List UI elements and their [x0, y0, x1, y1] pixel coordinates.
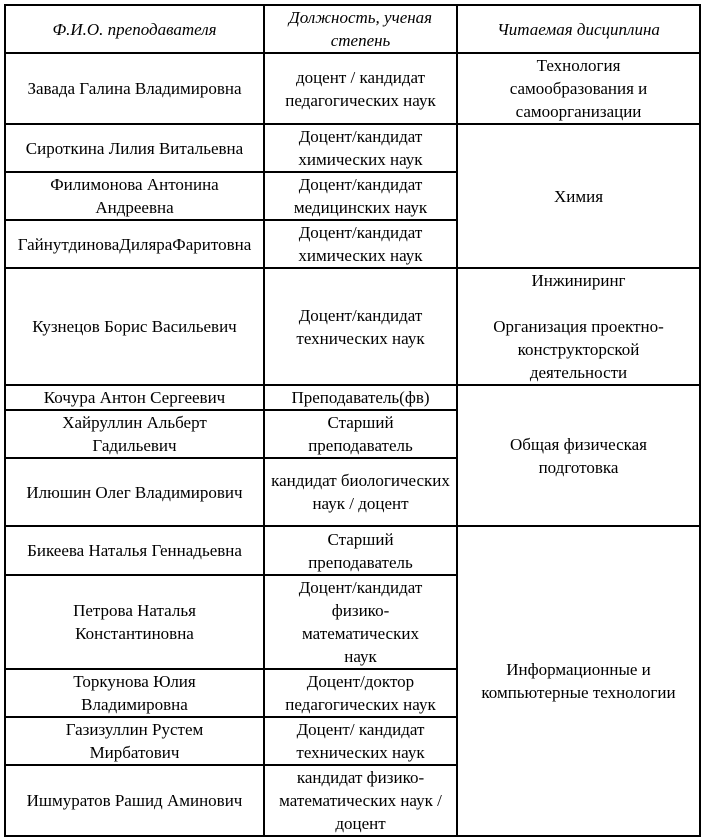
teacher-name: Кочура Антон Сергеевич	[5, 385, 264, 410]
teacher-name: Сироткина Лилия Витальевна	[5, 124, 264, 172]
staff-table	[4, 4, 701, 837]
teacher-position: кандидат физико-математических наук / доцент	[264, 765, 457, 836]
table-row	[5, 385, 700, 410]
discipline: Общая физическая подготовка	[457, 385, 700, 526]
table-row	[5, 124, 700, 172]
table-row	[5, 53, 700, 124]
teacher-position: доцент / кандидат педагогических наук	[264, 53, 457, 124]
discipline: Инжиниринг Организация проектно-конструкторской деятельности	[457, 268, 700, 385]
teacher-position: Преподаватель(фв)	[264, 385, 457, 410]
header-row	[5, 5, 700, 53]
discipline: Информационные и компьютерные технологии	[457, 526, 700, 836]
header-discipline: Читаемая дисциплина	[457, 5, 700, 53]
teacher-position: Доцент/кандидат медицинских наук	[264, 172, 457, 220]
teacher-position: Доцент/кандидат химических наук	[264, 124, 457, 172]
teacher-name: Ишмуратов Рашид Аминович	[5, 765, 264, 836]
teacher-name: Филимонова Антонина Андреевна	[5, 172, 264, 220]
teacher-name: Бикеева Наталья Геннадьевна	[5, 526, 264, 575]
teacher-name: ГайнутдиноваДиляраФаритовна	[5, 220, 264, 268]
teacher-name: Хайруллин Альберт Гадильевич	[5, 410, 264, 458]
teacher-position: Доцент/кандидат химических наук	[264, 220, 457, 268]
teacher-position: Доцент/кандидат физико-математических наук	[264, 575, 457, 669]
teacher-position: кандидат биологических наук / доцент	[264, 458, 457, 526]
teacher-name: Петрова Наталья Константиновна	[5, 575, 264, 669]
teacher-name: Газизуллин Рустем Мирбатович	[5, 717, 264, 765]
teacher-position: Доцент/доктор педагогических наук	[264, 669, 457, 717]
teacher-name: Кузнецов Борис Васильевич	[5, 268, 264, 385]
header-position: Должность, ученая степень	[264, 5, 457, 53]
teacher-position: Доцент/кандидат технических наук	[264, 268, 457, 385]
header-name: Ф.И.О. преподавателя	[5, 5, 264, 53]
teacher-name: Завада Галина Владимировна	[5, 53, 264, 124]
teacher-name: Торкунова Юлия Владимировна	[5, 669, 264, 717]
teacher-name: Илюшин Олег Владимирович	[5, 458, 264, 526]
discipline: Химия	[457, 124, 700, 268]
table-row	[5, 268, 700, 385]
table-row	[5, 526, 700, 575]
discipline: Технология самообразования и самоорганизации	[457, 53, 700, 124]
teacher-position: Старший преподаватель	[264, 526, 457, 575]
teacher-position: Доцент/ кандидат технических наук	[264, 717, 457, 765]
teacher-position: Старший преподаватель	[264, 410, 457, 458]
